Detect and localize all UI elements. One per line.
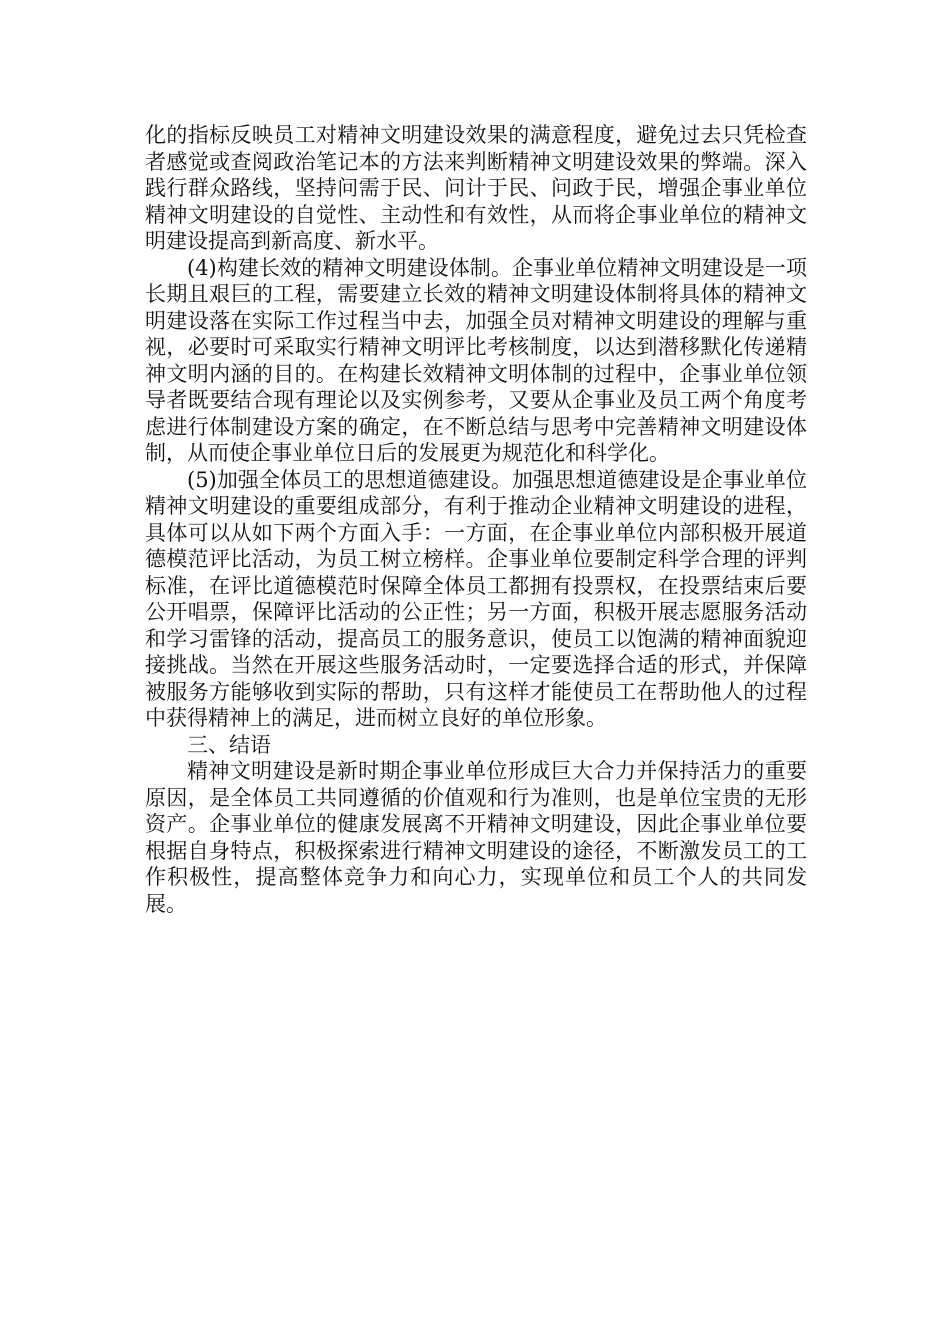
paragraph-continuation: 化的指标反映员工对精神文明建设效果的满意程度，避免过去只凭检查者感觉或查阅政治笔记本的方法来判断精神文明建设效果的弊端。深入践行群众路线，坚持问需于民、问计于民、问政于民，增强企事业单位精神文明建设的自觉性、主动性和有效性，从而将企事业单位的精神文明建设提高到新高度、新水平。: [145, 123, 807, 253]
paragraph-moral-construction: (5)加强全体员工的思想道德建设。加强思想道德建设是企事业单位精神文明建设的重要组成部分，有利于推动企业精神文明建设的进程，具体可以从如下两个方面入手：一方面，在企事业单位内部积极开展道德模范评比活动，为员工树立榜样。企事业单位要制定科学合理的评判标准，在评比道德模范时保障全体员工都拥有投票权，在投票结束后要公开唱票，保障评比活动的公正性；另一方面，积极开展志愿服务活动和学习雷锋的活动，提高员工的服务意识，使员工以饱满的精神面貌迎接挑战。当然在开展这些服务活动时，一定要选择合适的形式，并保障被服务方能够收到实际的帮助，只有这样才能使员工在帮助他人的过程中获得精神上的满足，进而树立良好的单位形象。: [145, 467, 807, 730]
paragraph-long-term-system: (4)构建长效的精神文明建设体制。企事业单位精神文明建设是一项长期且艰巨的工程，需要建立长效的精神文明建设体制将具体的精神文明建设落在实际工作过程当中去，加强全员对精神文明建设的理解与重视，必要时可采取实行精神文明评比考核制度，以达到潜移默化传递精神文明内涵的目的。在构建长效精神文明体制的过程中，企事业单位领导者既要结合现有理论以及实例参考，又要从企事业及员工两个角度考虑进行体制建设方案的确定，在不断总结与思考中完善精神文明建设体制，从而使企事业单位日后的发展更为规范化和科学化。: [145, 255, 807, 465]
paragraph-conclusion: 精神文明建设是新时期企事业单位形成巨大合力并保持活力的重要原因，是全体员工共同遵循的价值观和行为准则，也是单位宝贵的无形资产。企事业单位的健康发展离不开精神文明建设，因此企事业单位要根据自身特点，积极探索进行精神文明建设的途径，不断激发员工的工作积极性，提高整体竞争力和向心力，实现单位和员工个人的共同发展。: [145, 759, 807, 916]
section-heading-conclusion: 三、结语: [187, 732, 271, 757]
document-body: [145, 122, 807, 917]
